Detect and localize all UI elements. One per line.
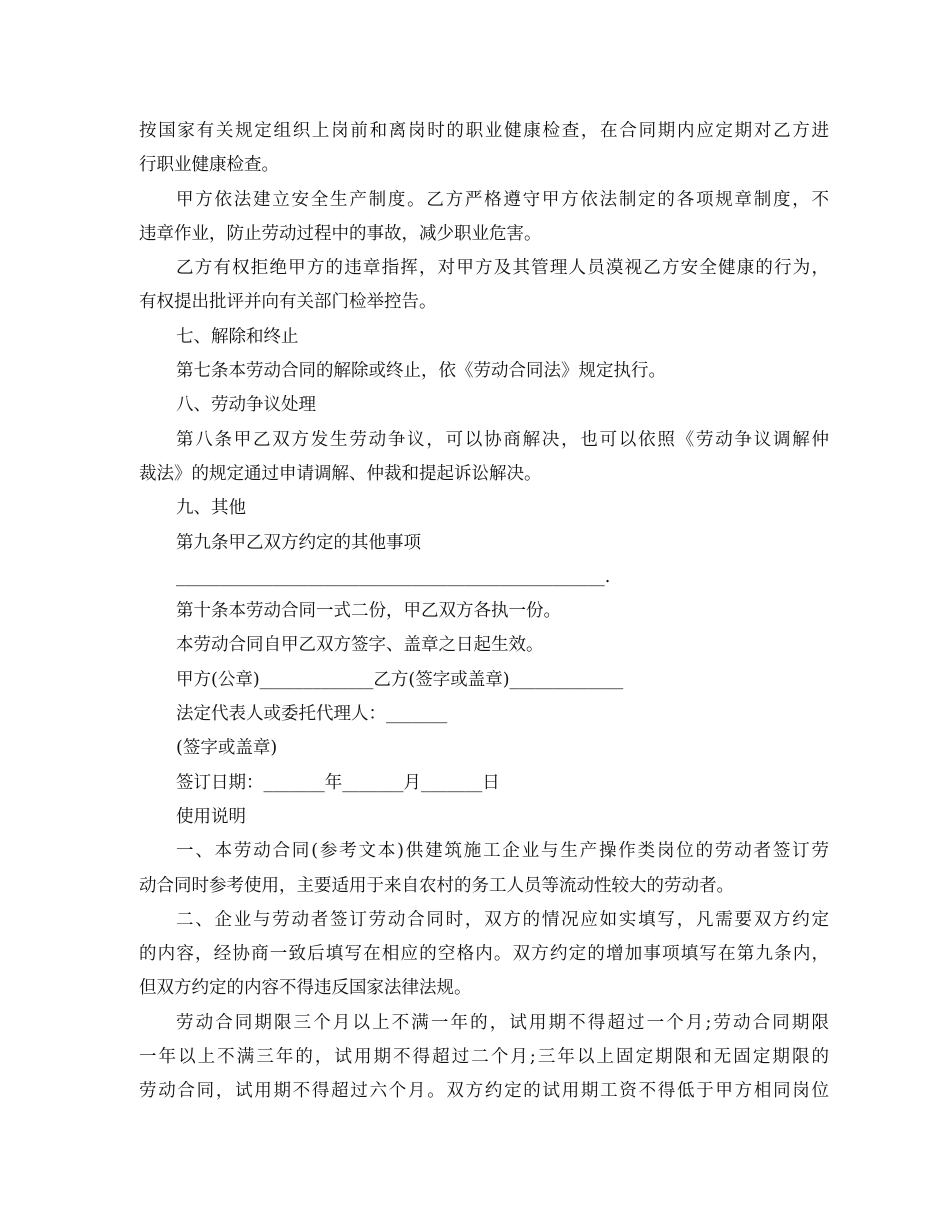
section-heading: 九、其他: [176, 498, 246, 519]
body-line: 但双方约定的内容不得违反国家法律法规。: [139, 978, 472, 999]
body-line: 有权提出批评并向有关部门检举控告。: [139, 292, 437, 313]
body-line: 的内容，经协商一致后填写在相应的空格内。双方约定的增加事项填写在第九条内，: [139, 944, 829, 965]
body-line: 第七条本劳动合同的解除或终止，依《劳动合同法》规定执行。: [176, 361, 666, 382]
body-line: 劳动合同，试用期不得超过六个月。双方约定的试用期工资不得低于甲方相同岗位: [139, 1081, 829, 1102]
blank-line: _________________________________________________.: [176, 566, 611, 587]
document-body: [139, 114, 829, 1109]
body-line: 乙方有权拒绝甲方的违章指挥，对甲方及其管理人员漠视乙方安全健康的行为，: [176, 258, 829, 279]
section-heading: 八、劳动争议处理: [176, 395, 316, 416]
signature-line: 甲方(公章)_____________乙方(签字或盖章)_____________: [176, 669, 624, 690]
body-line: 动合同时参考使用，主要适用于来自农村的务工人员等流动性较大的劳动者。: [139, 875, 734, 896]
signature-line: 法定代表人或委托代理人：_______: [176, 704, 448, 725]
body-line: 甲方依法建立安全生产制度。乙方严格遵守甲方依法制定的各项规章制度，不: [176, 189, 829, 210]
section-heading: 七、解除和终止: [176, 326, 299, 347]
signature-line: (签字或盖章): [176, 738, 278, 759]
body-line: 二、企业与劳动者签订劳动合同时，双方的情况应如实填写，凡需要双方约定: [176, 909, 829, 930]
body-line: 劳动合同期限三个月以上不满一年的，试用期不得超过一个月;劳动合同期限: [176, 1012, 829, 1033]
body-line: 行职业健康检查。: [139, 155, 279, 176]
body-line: 违章作业，防止劳动过程中的事故，减少职业危害。: [139, 223, 542, 244]
date-line: 签订日期：_______年_______月_______日: [176, 772, 500, 793]
body-line: 按国家有关规定组织上岗前和离岗时的职业健康检查，在合同期内应定期对乙方进: [139, 121, 829, 141]
body-line: 裁法》的规定通过申请调解、仲裁和提起诉讼解决。: [139, 463, 542, 484]
body-line: 本劳动合同自甲乙双方签字、盖章之日起生效。: [176, 635, 544, 656]
body-line: 第十条本劳动合同一式二份，甲乙双方各执一份。: [176, 601, 561, 622]
body-line: 第九条甲乙双方约定的其他事项: [176, 532, 421, 553]
body-line: 第八条甲乙双方发生劳动争议，可以协商解决，也可以依照《劳动争议调解仲: [176, 429, 829, 450]
body-line: 一、本劳动合同(参考文本)供建筑施工企业与生产操作类岗位的劳动者签订劳: [176, 841, 829, 862]
body-line: 一年以上不满三年的，试用期不得超过二个月;三年以上固定期限和无固定期限的: [139, 1047, 829, 1068]
section-heading: 使用说明: [176, 806, 246, 827]
